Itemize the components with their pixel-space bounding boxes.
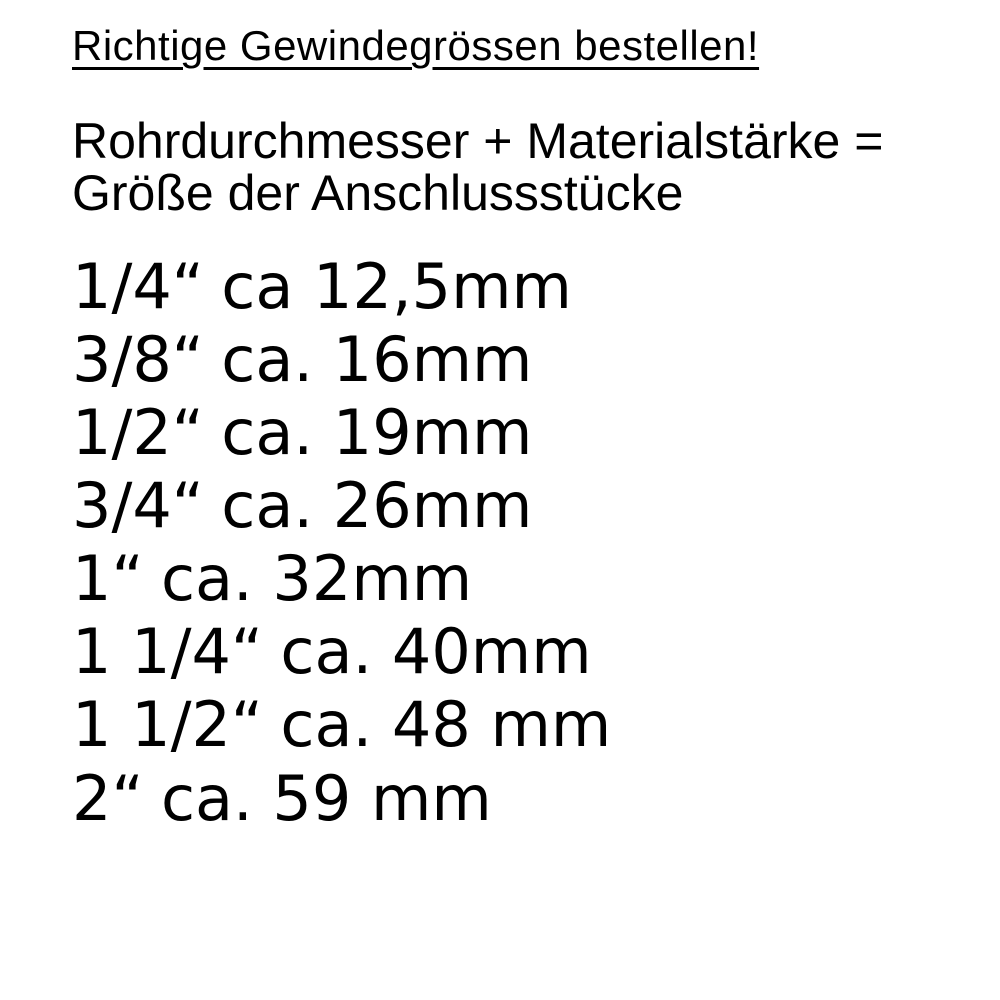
inch-size: 2“ (72, 761, 144, 835)
inch-size: 1/4“ (72, 249, 204, 323)
thread-size-row (72, 542, 960, 615)
approx-mm: ca. 40mm (280, 615, 592, 689)
inch-size: 1 1/2“ (72, 688, 264, 762)
thread-size-row (72, 323, 960, 396)
thread-size-row (72, 396, 960, 469)
thread-size-row (72, 688, 960, 761)
subtitle (72, 112, 960, 221)
inch-size: 1 1/4“ (72, 615, 264, 689)
page-title: Richtige Gewindegrössen bestellen! (72, 22, 760, 69)
approx-mm: ca 12,5mm (221, 249, 572, 323)
subtitle-line-2: Größe der Anschlussstücke (72, 165, 684, 221)
inch-size: 3/8“ (72, 322, 204, 396)
thread-size-row (72, 469, 960, 542)
approx-mm: ca. 59 mm (160, 761, 492, 835)
thread-size-row (72, 615, 960, 688)
approx-mm: ca. 48 mm (280, 688, 612, 762)
inch-size: 1“ (72, 542, 144, 616)
thread-size-row (72, 762, 960, 835)
thread-size-row (72, 250, 960, 323)
approx-mm: ca. 26mm (221, 468, 533, 542)
inch-size: 1/2“ (72, 395, 204, 469)
subtitle-line-1: Rohrdurchmesser + Materialstärke = (72, 112, 884, 169)
approx-mm: ca. 19mm (221, 395, 533, 469)
thread-size-list (72, 250, 960, 835)
approx-mm: ca. 32mm (160, 542, 473, 616)
approx-mm: ca. 16mm (221, 322, 533, 396)
inch-size: 3/4“ (72, 468, 204, 542)
